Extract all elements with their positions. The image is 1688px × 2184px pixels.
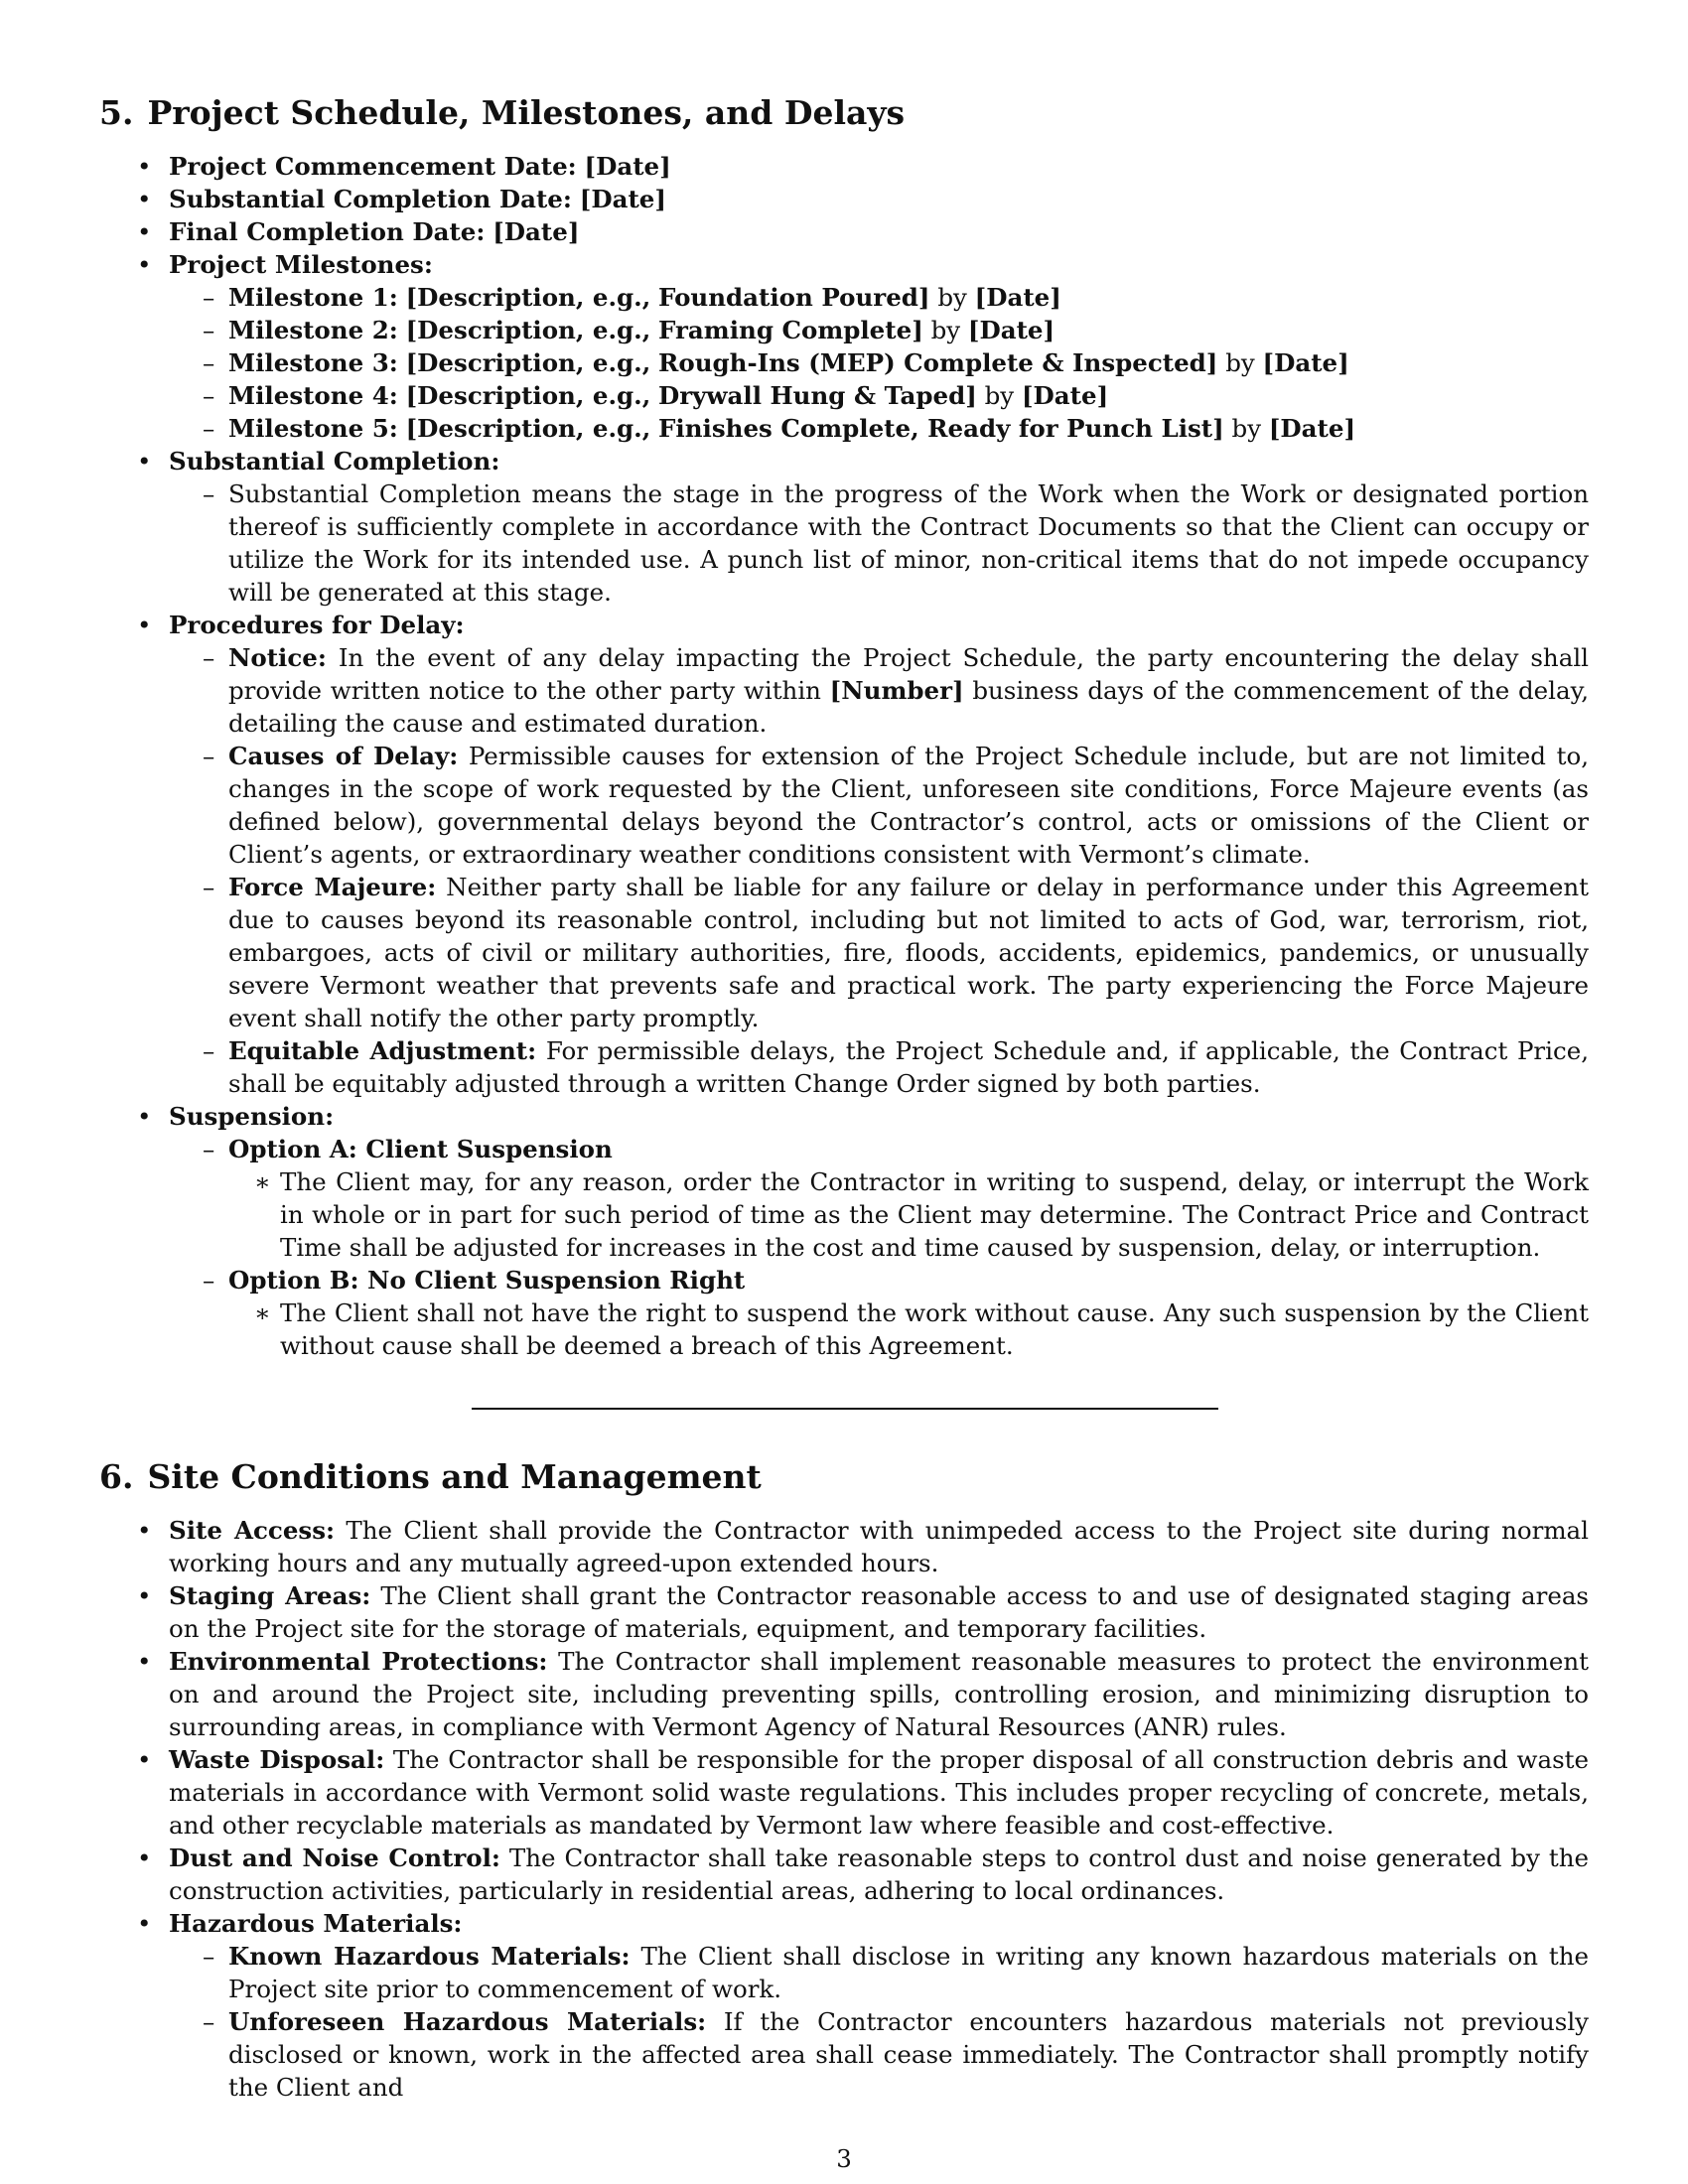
dust-noise-control-item: • Dust and Noise Control: The Contractor shall take reasonable steps to control dust and noise generated by the construction activities, particularly in residential areas, adhering to local ordinances. [99,1842,1589,1907]
procedures-for-delay-item: • Procedures for Delay: – Notice: In the event of any delay impacting the Project Schedule, the party encountering the delay shall provide written notice to the other party within [Number] business days of the commencement of the delay, detailing the cause and estimated duration. – Causes of Delay: Permissible causes for extension of the Project Schedule include, but are not limited to, changes in the scope of work requested by the Client, unforeseen site conditions, Force Majeure events (as defined below), governmental delays beyond the Contractor’s control, acts or omissions of the Client or Client’s agents, or extraordinary weather conditions consistent with Vermont’s climate. – Force Majeure: Neither party shall be liable for any failure or delay in performance under this Agreement due to causes beyond its reasonable control, including but not limited to acts of God, war, terrorism, riot, embargoes, acts of civil or military authorities, fire, floods, accidents, epidemics, pandemics, or unusually severe Vermont weather that prevents safe and practical work. The party experiencing the Force Majeure event shall notify the other party promptly. – Equitable Adjustment: For permissible delays, the Project Schedule and, if applicable, the Contract Price, shall be equitably adjusted through a written Change Order signed by both parties. [99,609,1589,1100]
unforeseen-hazardous-materials: – Unforeseen Hazardous Materials: If the Contractor encounters hazardous materials not previously disclosed or known, work in the affected area shall cease immediately. The Contractor shall promptly notify the Client and [169,2005,1589,2104]
waste-disposal-item: • Waste Disposal: The Contractor shall be responsible for the proper disposal of all construction debris and waste materials in accordance with Vermont solid waste regulations. This includes proper recycling of concrete, metals, and other recyclable materials as mandated by Vermont law where feasible and cost-effective. [99,1743,1589,1842]
section-6-list [99,1514,1589,2104]
page-number: 3 [836,2144,852,2173]
project-milestones-item: • Project Milestones: – Milestone 1: [Description, e.g., Foundation Poured] by [Date] – Milestone 2: [Description, e.g., Framing Complete] by [Date] – Milestone 3: [Description, e.g., Rough-Ins (MEP) Complete & Inspected] by [Date] – Milestone 4: [Description, e.g., Drywall Hung & Taped] by [Date] – Milestone 5: [Description, e.g., Finishes Complete, Ready for Punch List] by [Date] [99,248,1589,445]
environmental-protections-item: • Environmental Protections: The Contractor shall implement reasonable measures to protect the environment on and around the Project site, including preventing spills, controlling erosion, and minimizing disruption to surrounding areas, in compliance with Vermont Agency of Natural Resources (ANR) rules. [99,1645,1589,1743]
staging-areas-item: • Staging Areas: The Client shall grant the Contractor reasonable access to and use of designated staging areas on the Project site for the storage of materials, equipment, and temporary facilities. [99,1579,1589,1645]
suspension-item: • Suspension: – Option A: Client Suspension ∗ The Client may, for any reason, order the Contractor in writing to suspend, delay, or interrupt the Work in whole or in part for such period of time as the Client may determine. The Contract Price and Contract Time shall be adjusted for increases in the cost and time caused by suspension, delay, or interruption. – Option B: No Client Suspension Right ∗ The Client shall not have the right to suspend the work without cause. Any such suspension by the Client without cause shall be deemed a breach of this Agreement. [99,1100,1589,1362]
milestone-item: – Milestone 5: [Description, e.g., Finishes Complete, Ready for Punch List] by [Date] [169,412,1589,445]
substantial-completion-date-item: • Substantial Completion Date: [Date] [99,183,1589,215]
final-completion-date-item: • Final Completion Date: [Date] [99,215,1589,248]
substantial-completion-definition: – Substantial Completion means the stage in the progress of the Work when the Work or designated portion thereof is sufficiently complete in accordance with the Contract Documents so that the Client can occupy or utilize the Work for its intended use. A punch list of minor, non-critical items that do not impede occupancy will be generated at this stage. [169,478,1589,609]
hazardous-materials-item: • Hazardous Materials: – Known Hazardous Materials: The Client shall disclose in writing any known hazardous materials on the Project site prior to commencement of work. – Unforeseen Hazardous Materials: If the Contractor encounters hazardous materials not previously disclosed or known, work in the affected area shall cease immediately. The Contractor shall promptly notify the Client and [99,1907,1589,2104]
section-5-number: 5. [99,93,134,132]
milestone-item: – Milestone 1: [Description, e.g., Foundation Poured] by [Date] [169,281,1589,314]
substantial-completion-item: • Substantial Completion: – Substantial Completion means the stage in the progress of the Work when the Work or designated portion thereof is sufficiently complete in accordance with the Contract Documents so that the Client can occupy or utilize the Work for its intended use. A punch list of minor, non-critical items that do not impede occupancy will be generated at this stage. [99,445,1589,609]
causes-of-delay: – Causes of Delay: Permissible causes for extension of the Project Schedule include, but are not limited to, changes in the scope of work requested by the Client, unforeseen site conditions, Force Majeure events (as defined below), governmental delays beyond the Contractor’s control, acts or omissions of the Client or Client’s agents, or extraordinary weather conditions consistent with Vermont’s climate. [169,740,1589,871]
section-6-heading [99,1455,762,1499]
delay-notice: – Notice: In the event of any delay impacting the Project Schedule, the party encountering the delay shall provide written notice to the other party within [Number] business days of the commencement of the delay, detailing the cause and estimated duration. [169,641,1589,740]
option-a-text: ∗ The Client may, for any reason, order the Contractor in writing to suspend, delay, or interrupt the Work in whole or in part for such period of time as the Client may determine. The Contract Price and Contract Time shall be adjusted for increases in the cost and time caused by suspension, delay, or interruption. [228,1165,1589,1264]
option-b-text: ∗ The Client shall not have the right to suspend the work without cause. Any such suspension by the Client without cause shall be deemed a breach of this Agreement. [228,1297,1589,1362]
section-5-list [99,150,1589,1362]
milestone-item: – Milestone 4: [Description, e.g., Drywall Hung & Taped] by [Date] [169,379,1589,412]
section-5-title: Project Schedule, Milestones, and Delays [147,93,906,132]
milestones-list [169,281,1589,445]
commencement-date-item: • Project Commencement Date: [Date] [99,150,1589,183]
suspension-option-b: – Option B: No Client Suspension Right ∗ The Client shall not have the right to suspend the work without cause. Any such suspension by the Client without cause shall be deemed a breach of this Agreement. [169,1264,1589,1362]
section-divider [472,1408,1218,1410]
force-majeure: – Force Majeure: Neither party shall be liable for any failure or delay in performance under this Agreement due to causes beyond its reasonable control, including but not limited to acts of God, war, terrorism, riot, embargoes, acts of civil or military authorities, fire, floods, accidents, epidemics, pandemics, or unusually severe Vermont weather that prevents safe and practical work. The party experiencing the Force Majeure event shall notify the other party promptly. [169,871,1589,1034]
milestone-item: – Milestone 3: [Description, e.g., Rough-Ins (MEP) Complete & Inspected] by [Date] [169,346,1589,379]
section-6-number: 6. [99,1457,134,1496]
milestone-item: – Milestone 2: [Description, e.g., Framing Complete] by [Date] [169,314,1589,346]
section-5-heading [99,91,905,135]
equitable-adjustment: – Equitable Adjustment: For permissible delays, the Project Schedule and, if applicable, the Contract Price, shall be equitably adjusted through a written Change Order signed by both parties. [169,1034,1589,1100]
suspension-option-a: – Option A: Client Suspension ∗ The Client may, for any reason, order the Contractor in writing to suspend, delay, or interrupt the Work in whole or in part for such period of time as the Client may determine. The Contract Price and Contract Time shall be adjusted for increases in the cost and time caused by suspension, delay, or interruption. [169,1133,1589,1264]
known-hazardous-materials: – Known Hazardous Materials: The Client shall disclose in writing any known hazardous materials on the Project site prior to commencement of work. [169,1940,1589,2005]
site-access-item: • Site Access: The Client shall provide the Contractor with unimpeded access to the Project site during normal working hours and any mutually agreed-upon extended hours. [99,1514,1589,1579]
section-6-title: Site Conditions and Management [147,1457,762,1496]
